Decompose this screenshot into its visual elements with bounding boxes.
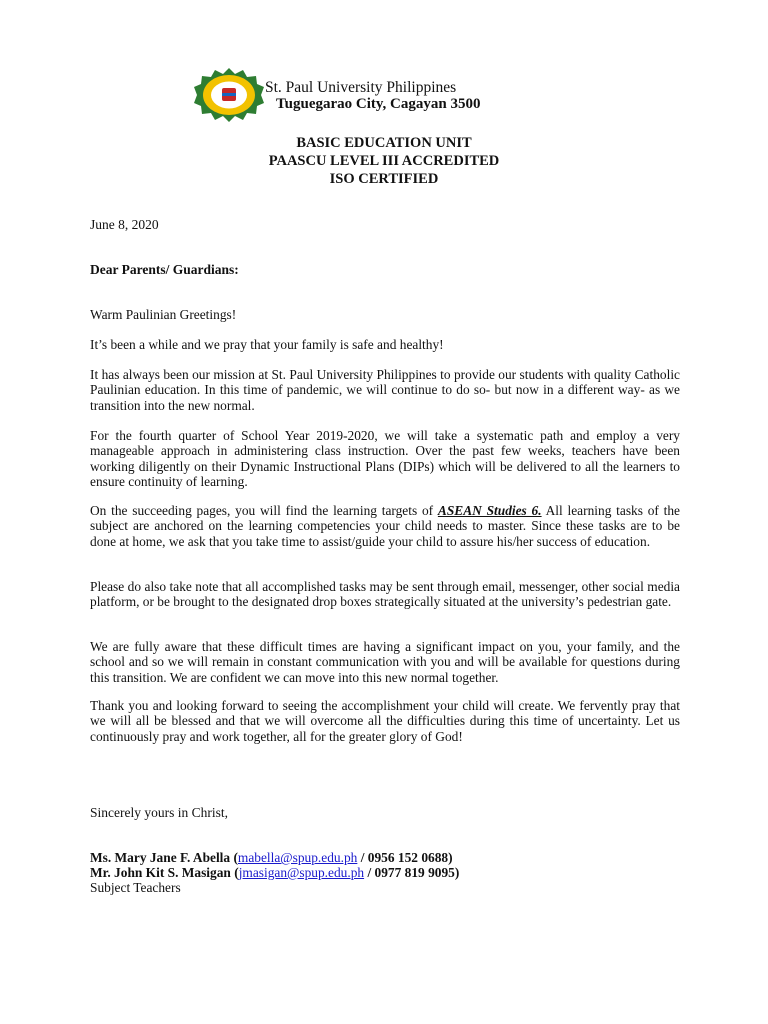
p4-after: All learning tasks of the subject are anchored on the learning competencies your child needs to master. Since these tasks are to be done at home, we ask that you take time to assist/guide your child to assure his/her success of education. bbox=[90, 503, 681, 549]
salutation: Dear Parents/ Guardians: bbox=[90, 262, 239, 277]
greeting: Warm Paulinian Greetings! bbox=[90, 307, 237, 322]
letter-date: June 8, 2020 bbox=[90, 217, 159, 232]
signatory-1: Ms. Mary Jane F. Abella (mabella@spup.edu.ph / 0956 152 0688) bbox=[90, 850, 453, 865]
unit-heading: BASIC EDUCATION UNIT bbox=[296, 135, 472, 151]
signatory-email-link[interactable]: jmasigan@spup.edu.ph bbox=[238, 865, 365, 880]
signatory-email-link[interactable]: mabella@spup.edu.ph bbox=[237, 850, 358, 865]
signatory-phone: 0977 819 9095 bbox=[374, 865, 455, 880]
seal-shield-band bbox=[222, 93, 236, 96]
university-name: St. Paul University Philippines bbox=[265, 79, 457, 96]
paragraph-thanks: Thank you and looking forward to seeing the accomplishment your child will create. We fervently pray that we will all be blessed and that we will overcome all the difficulties during this time of uncertainty. Let us continuously pray and work together, all for the greater glory of God! bbox=[90, 698, 680, 744]
paragraph-mission: It has always been our mission at St. Paul University Philippines to provide our students with quality Catholic Paulinian education. In this time of pandemic, we will continue to do so- but now in a different way- as we transition into the new normal. bbox=[90, 367, 680, 413]
paragraph-communication: We are fully aware that these difficult times are having a significant impact on you, your family, and the school and so we will remain in constant communication with you and will be available for questions during this transition. We are confident we can move into this new normal together. bbox=[90, 639, 680, 685]
signatory-2: Mr. John Kit S. Masigan (jmasigan@spup.edu.ph / 0977 819 9095) bbox=[90, 865, 460, 880]
university-seal-icon bbox=[193, 66, 265, 124]
university-address: Tuguegarao City, Cagayan 3500 bbox=[276, 96, 481, 112]
closing: Sincerely yours in Christ, bbox=[90, 805, 228, 820]
certification-heading: ISO CERTIFIED bbox=[329, 171, 439, 187]
signatory-phone: 0956 152 0688 bbox=[367, 850, 449, 865]
paragraph-fourth-quarter: For the fourth quarter of School Year 2019-2020, we will take a systematic path and employ a very manageable approach in administering class instruction. Over the past few weeks, teachers have been working diligently on their Dynamic Instructional Plans (DIPs) which will be delivered to all the learners to ensure continuity of learning. bbox=[90, 428, 680, 490]
signatory-name: Ms. Mary Jane F. Abella bbox=[90, 850, 231, 865]
accreditation-heading: PAASCU LEVEL III ACCREDITED bbox=[268, 153, 500, 169]
p4-before: On the succeeding pages, you will find the learning targets of bbox=[90, 503, 438, 518]
paragraph-learning-targets bbox=[90, 503, 680, 549]
paragraph-submission: Please do also take note that all accomplished tasks may be sent through email, messenger, other social media platform, or be brought to the designated drop boxes strategically situated at the university’s pedestrian gate. bbox=[90, 579, 680, 610]
signatory-role: Subject Teachers bbox=[90, 880, 181, 895]
paragraph-wellbeing: It’s been a while and we pray that your family is safe and healthy! bbox=[90, 337, 444, 352]
subject-name: ASEAN Studies 6. bbox=[437, 503, 542, 518]
signatory-name: Mr. John Kit S. Masigan bbox=[90, 865, 231, 880]
